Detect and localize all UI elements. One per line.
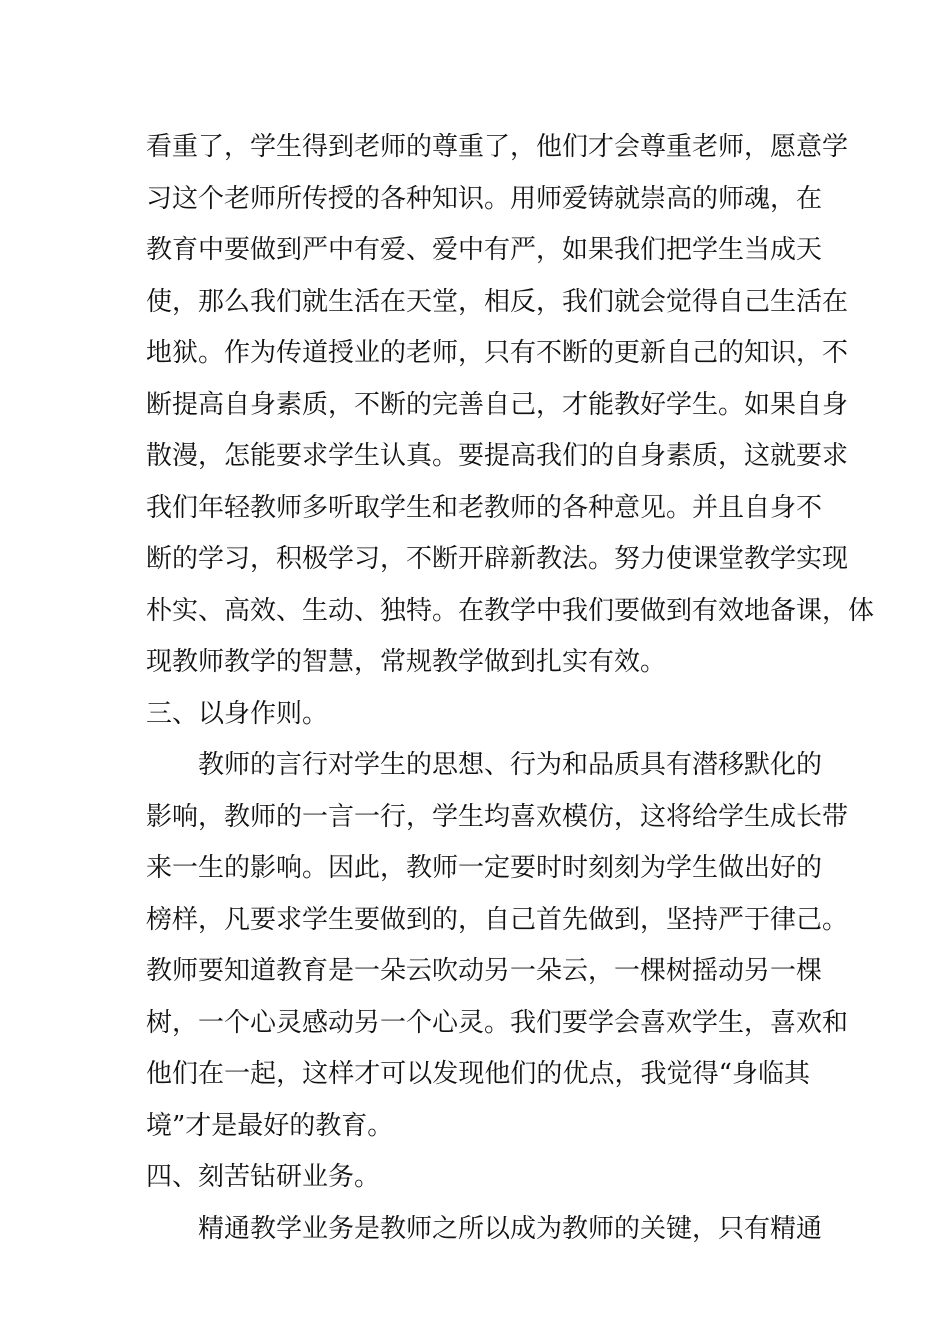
- text-line: 地狱。作为传道授业的老师，只有不断的更新自己的知识，不: [146, 338, 849, 368]
- text-line: 习这个老师所传授的各种知识。用师爱铸就崇高的师魂，在: [146, 183, 823, 214]
- text-line: 断的学习，积极学习，不断开辟新教法。努力使课堂教学实现: [146, 544, 849, 574]
- text-line: 现教师教学的智慧，常规教学做到扎实有效。: [146, 647, 667, 677]
- text-line: 散漫，怎能要求学生认真。要提高我们的自身素质，这就要求: [146, 441, 849, 471]
- text-line: 使，那么我们就生活在天堂，相反，我们就会觉得自己生活在: [146, 286, 849, 317]
- text-line: 精通教学业务是教师之所以成为教师的关键，只有精通: [198, 1213, 823, 1244]
- text-line: 影响，教师的一言一行，学生均喜欢模仿，这将给学生成长带: [146, 801, 849, 832]
- text-line: 我们年轻教师多听取学生和老教师的各种意见。并且自身不: [146, 492, 823, 523]
- text-line: 榜样，凡要求学生要做到的，自己首先做到，坚持严于律己。: [146, 904, 849, 935]
- section-heading: 四、刻苦钻研业务。: [146, 1162, 381, 1192]
- text-line: 教师要知道教育是一朵云吹动另一朵云，一棵树摇动另一棵: [146, 956, 823, 986]
- section-heading: 三、以身作则。: [146, 698, 329, 729]
- text-line: 断提高自身素质，不断的完善自己，才能教好学生。如果自身: [146, 389, 849, 420]
- text-line: 教育中要做到严中有爱、爱中有严，如果我们把学生当成天: [146, 235, 823, 265]
- text-line: 看重了，学生得到老师的尊重了，他们才会尊重老师，愿意学: [146, 132, 849, 162]
- text-line: 树，一个心灵感动另一个心灵。我们要学会喜欢学生，喜欢和: [146, 1007, 849, 1038]
- text-line: 他们在一起，这样才可以发现他们的优点，我觉得“身临其: [146, 1059, 810, 1089]
- text-line: 教师的言行对学生的思想、行为和品质具有潜移默化的: [198, 750, 823, 780]
- body-text: [146, 122, 875, 1255]
- text-line: 境”才是最好的教育。: [146, 1110, 394, 1141]
- text-line: 朴实、高效、生动、独特。在教学中我们要做到有效地备课，体: [146, 595, 875, 626]
- text-line: 来一生的影响。因此，教师一定要时时刻刻为学生做出好的: [146, 853, 823, 883]
